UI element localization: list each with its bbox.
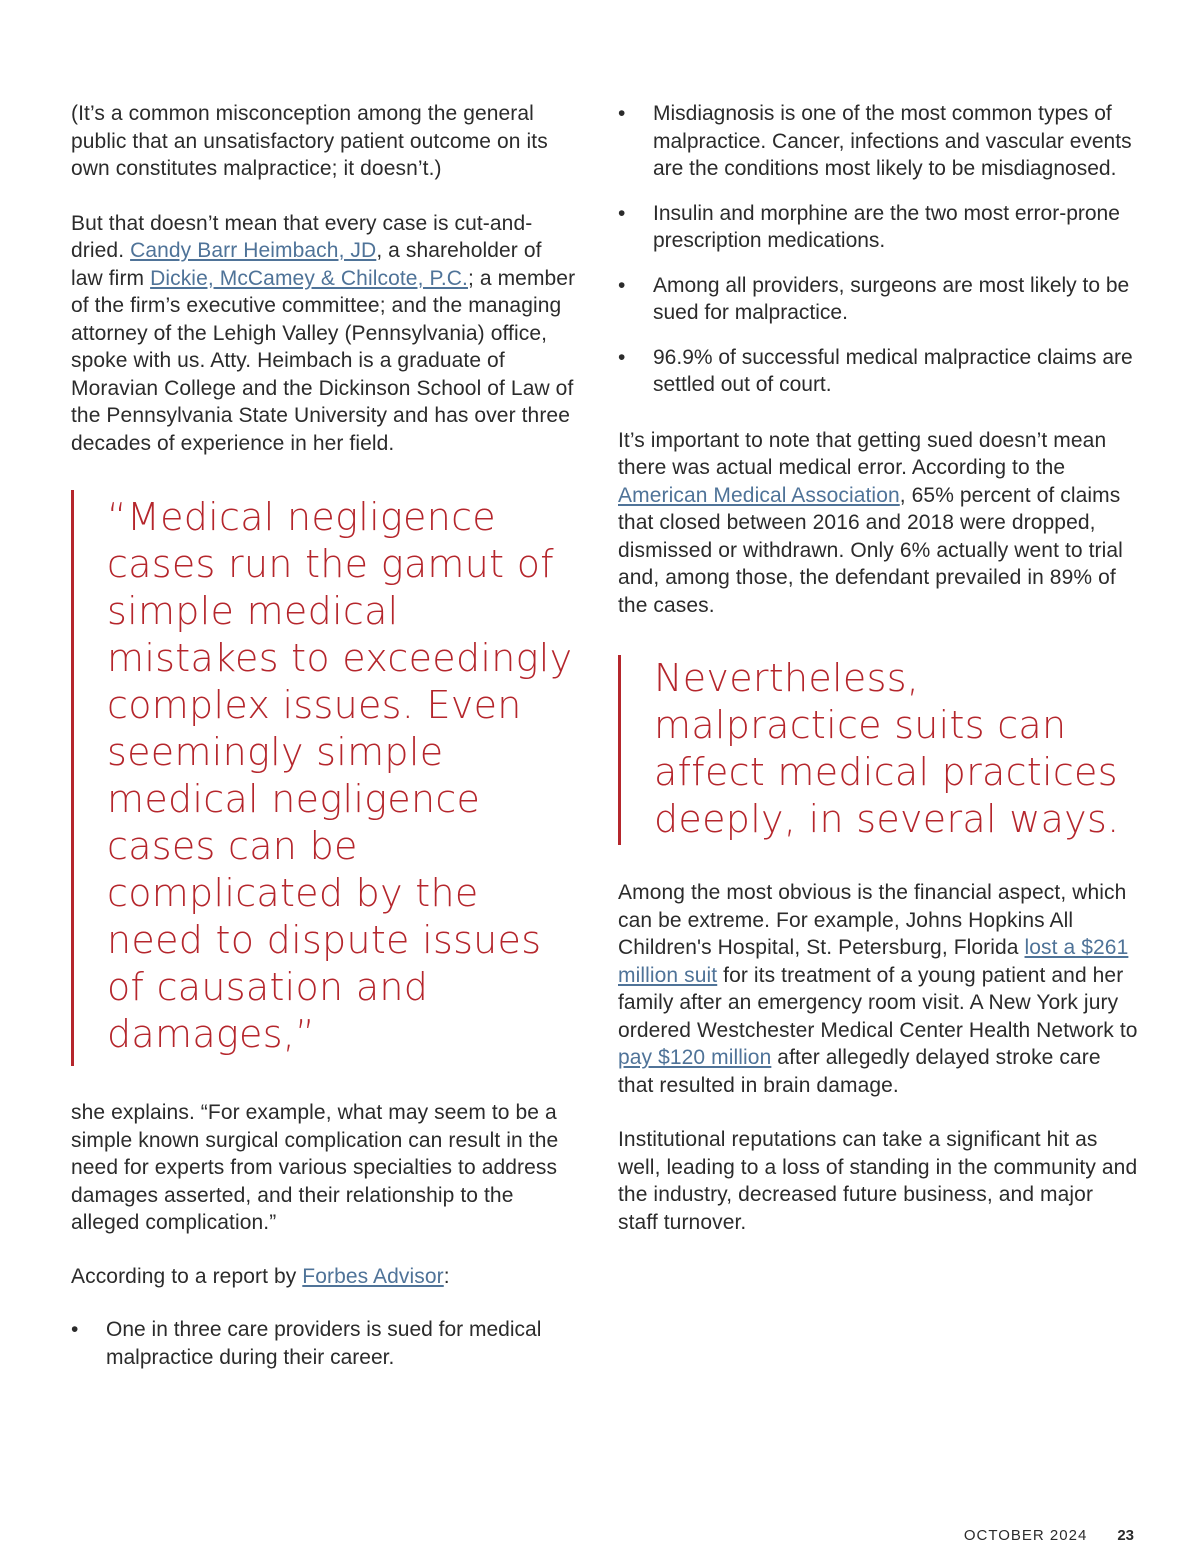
list-item: • Misdiagnosis is one of the most common types of malpractice. Cancer, infections and vascular events are the conditions most likely to be misdiagnosed. <box>618 102 1132 180</box>
reputation-paragraph: Institutional reputations can take a significant hit as well, leading to a loss of standing in the community and the industry, decreased future business, and major staff turnover. <box>618 1128 1138 1234</box>
forbes-paragraph: According to a report by Forbes Advisor: <box>71 1264 450 1288</box>
left-column <box>71 100 576 1371</box>
bullet-icon: • <box>618 273 626 297</box>
list-item: • Insulin and morphine are the two most error-prone prescription medications. <box>618 201 1120 252</box>
bullet-icon: • <box>71 1318 79 1341</box>
heimbach-paragraph: But that doesn’t mean that every case is cut-and-dried. Candy Barr Heimbach, JD, a shareholder of law firm Dickie, McCamey & Chilcote, P.C.; a member of the firm’s executive committee; and the managing attorney of the Lehigh Valley (Pennsylvania) office, spoke with us. Atty. Heimbach is a graduate of Moravian College and the Dickinson School of Law of the Pennsylvania State University and has over three decades of experience in her field. <box>71 211 576 455</box>
bullet-icon: • <box>618 102 626 125</box>
page-number: 23 <box>1117 1527 1134 1544</box>
pull-quote-negligence: “Medical negligence cases run the gamut of simple medical mistakes to exceedingly complex issues. Even seemingly simple medical negligence cases can be complicated by the need to dispute issues of causation and damages,” <box>71 490 576 1066</box>
page-footer <box>964 1527 1134 1544</box>
bullet-icon: • <box>618 201 626 225</box>
bullet-icon: • <box>618 345 626 369</box>
explanation-paragraph: she explains. “For example, what may seem to be a simple known surgical complication can result in the need for experts from various specialties to address damages asserted, and their relationship to the alleged complication.” <box>71 1101 559 1234</box>
issue-date: OCTOBER 2024 <box>963 1527 1088 1544</box>
intro-paragraph: (It’s a common misconception among the general public that an unsatisfactory patient outcome on its own constitutes malpractice; it doesn’t.) <box>71 102 548 180</box>
right-column <box>618 100 1138 1236</box>
ama-paragraph: It’s important to note that getting sued doesn’t mean there was actual medical error. According to the American Medical Association, 65% percent of claims that closed between 2016 and 2018 were dropped, dismissed or withdrawn. Only 6% actually went to trial and, among those, the defendant prevailed in 89% of the cases. <box>618 428 1123 617</box>
heimbach-link[interactable]: Candy Barr Heimbach, JD <box>130 239 377 262</box>
lost-suit-link[interactable]: lost a $261 million suit <box>618 936 1129 987</box>
list-item: • One in three care providers is sued for medical malpractice during their career. <box>71 1318 542 1369</box>
left-bullet-list <box>71 1316 576 1371</box>
right-bullet-list <box>618 100 1138 399</box>
law-firm-link[interactable]: Dickie, McCamey & Chilcote, P.C. <box>150 266 468 290</box>
pull-quote-nevertheless: Nevertheless, malpractice suits can affect medical practices deeply, in several ways. <box>618 655 1138 845</box>
forbes-advisor-link[interactable]: Forbes Advisor <box>302 1264 444 1288</box>
financial-paragraph: Among the most obvious is the financial aspect, which can be extreme. For example, Johns Hopkins All Children's Hospital, St. Petersburg, Florida lost a $261 million suit for its treatment of a young patient and her family after an emergency room visit. A New York jury ordered Westchester Medical Center Health Network to pay $120 million after allegedly delayed stroke care that resulted in brain damage. <box>618 881 1138 1097</box>
pay-million-link[interactable]: pay $120 million <box>618 1046 772 1069</box>
list-item: • 96.9% of successful medical malpractice claims are settled out of court. <box>618 345 1133 396</box>
ama-link[interactable]: American Medical Association <box>618 483 900 507</box>
list-item: • Among all providers, surgeons are most likely to be sued for malpractice. <box>618 273 1130 324</box>
